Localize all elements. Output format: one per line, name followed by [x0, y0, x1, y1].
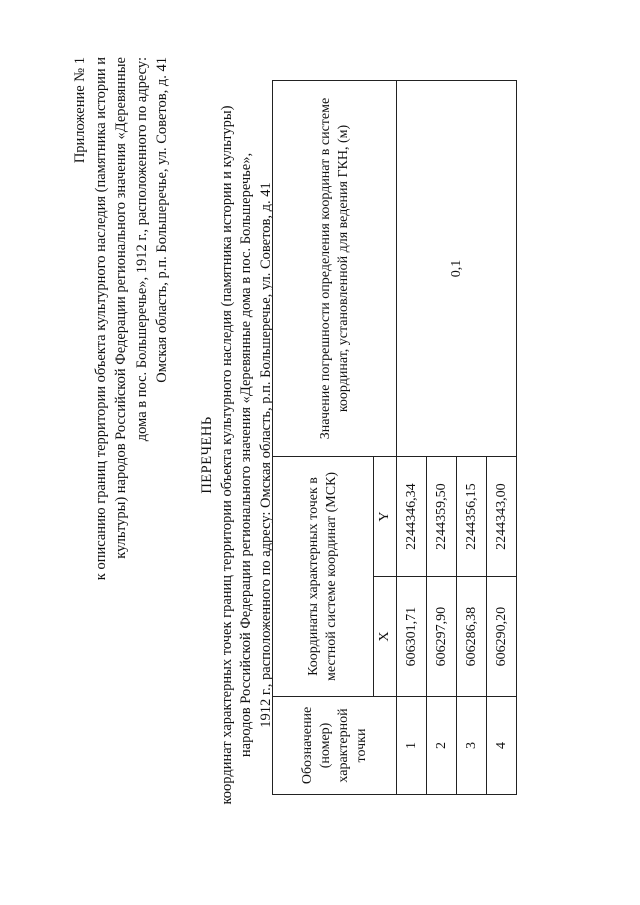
point-number: 1 [397, 696, 427, 794]
title-line: народов Российской Федерации регионального значения «Деревянные дома в пос. Большеречье», [238, 152, 254, 758]
appendix-line: дома в пос. Большеречье», 1912 г., расположенного по адресу: [133, 57, 150, 442]
title-line: координат характерных точек границ территории объекта культурного наследия (памятника истории и культуры) [218, 105, 235, 805]
appendix-line: к описанию границ территории объекта культурного наследия (памятника истории и [92, 57, 109, 581]
y-value: 2244343,00 [487, 456, 517, 576]
header-point-number: Обозначение (номер) характерной точки [273, 696, 397, 794]
appendix-number: Приложение № 1 [72, 57, 88, 164]
table-header-row [273, 81, 374, 795]
appendix-line: Омская область, р.п. Большеречье, ул. Советов, д. 41 [154, 57, 170, 383]
header-y: Y [374, 456, 397, 576]
x-value: 606286,38 [457, 577, 487, 697]
rotated-content [70, 45, 570, 865]
title-line: 1912 г., расположенного по адресу: Омская область, р.п. Большеречье, ул. Советов, д. 41 [257, 182, 274, 728]
point-number: 3 [457, 696, 487, 794]
y-value: 2244356,15 [457, 456, 487, 576]
y-value: 2244359,50 [427, 456, 457, 576]
appendix-line: культуры) народов Российской Федерации регионального значения «Деревянные [113, 57, 129, 559]
title-heading: ПЕРЕЧЕНЬ [199, 416, 215, 494]
x-value: 606297,90 [427, 577, 457, 697]
header-error: Значение погрешности определения координат в системе координат, установленной для ведения ГКН, (м) [273, 81, 397, 457]
coordinates-table [272, 80, 517, 795]
x-value: 606301,71 [397, 577, 427, 697]
list-title [198, 45, 276, 865]
appendix-header [70, 57, 173, 617]
y-value: 2244346,34 [397, 456, 427, 576]
header-coordinates: Координаты характерных точек в местной системе координат (МСК) [273, 456, 374, 696]
header-x: X [374, 577, 397, 697]
point-number: 2 [427, 696, 457, 794]
x-value: 606290,20 [487, 577, 517, 697]
table-row [397, 81, 427, 795]
error-value: 0,1 [397, 81, 517, 457]
point-number: 4 [487, 696, 517, 794]
